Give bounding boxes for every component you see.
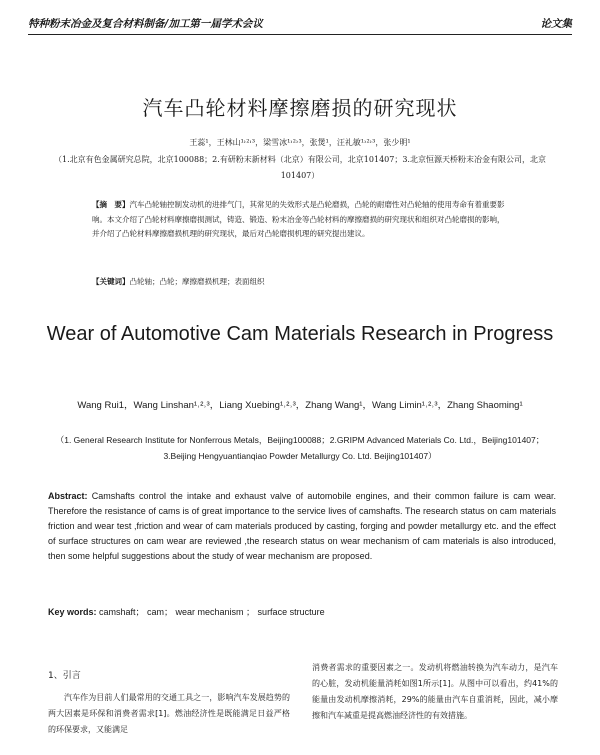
english-keywords-text: camshaft； cam； wear mechanism ； surface structure [96, 607, 325, 617]
running-header [28, 12, 572, 35]
english-abstract [48, 489, 556, 564]
english-authors: Wang Rui1，Wang Linshan¹˒²˒³，Liang Xuebing¹˒²˒³，Zhang Wang¹，Wang Limin¹˒²˒³，Zhang Shaoming¹ [77, 400, 523, 411]
chinese-title: 汽车凸轮材料摩擦磨损的研究现状 [142, 96, 458, 120]
english-affiliation: （1. General Research Institute for Nonferrous Metals，Beijing100088；2.GRIPM Advanced Materials Co. Ltd.，Beijing101407；3.Beijing Hengyuantianqiao Powder Metallurgy Co. Ltd. Beijing101407） [55, 435, 545, 461]
body-paragraph: 消费者需求的重要因素之一。发动机将燃油转换为汽车动力，是汽车的心脏，发动机能量消耗如图1所示[1]。从图中可以看出，约41%的能量由发动机摩擦消耗，29%的能量由汽车自重消耗，因此，减小摩擦和汽车减重是提高燃油经济性的有效措施。 [312, 663, 558, 720]
chinese-keywords-text: 凸轮轴；凸轮；摩擦磨损机理；表面组织 [129, 277, 265, 286]
chinese-abstract-text: 汽车凸轮轴控制发动机的进排气门，其常见的失效形式是凸轮磨损，凸轮的耐磨性对凸轮轴的使用寿命有着重要影响。本文介绍了凸轮材料摩擦磨损测试，铸造、锻造、粉末冶金等凸轮材料的摩擦磨损的研究现状和组织对凸轮磨损的影响，并介绍了凸轮材料摩擦磨损机理的研究现状，最后对凸轮磨损机理的研究提出建议。 [92, 200, 505, 238]
english-title: Wear of Automotive Cam Materials Research in Progress [46, 323, 554, 345]
body-column-right [312, 660, 558, 724]
english-abstract-label: Abstract: [48, 491, 88, 501]
body-paragraph: 汽车作为目前人们最常用的交通工具之一，影响汽车发展趋势的两大因素是环保和消费者需求[1]。燃油经济性是既能满足日益严格的环保要求，又能满足 [48, 693, 290, 734]
chinese-affiliation: （1.北京有色金属研究总院，北京100088；2.有研粉末新材料（北京）有限公司，北京101407；3.北京恒源天桥粉末冶金有限公司，北京101407） [54, 155, 546, 180]
chinese-keywords [92, 276, 505, 287]
chinese-authors: 王蕊¹，王林山¹˒²˒³，梁雪冰¹˒²˒³，张煲¹，汪礼敏¹˒²˒³，张少明¹ [189, 138, 411, 147]
english-keywords [48, 605, 556, 618]
section-name: 论文集 [540, 18, 572, 30]
journal-name: 特种粉末冶金及复合材料制备/加工第一届学术会议 [28, 18, 263, 30]
english-abstract-text: Camshafts control the intake and exhaust valve of automobile engines, and their common failure is cam wear. Therefore the resistance of cams is of great importance to the service lives of camshafts. The research status on cam materials friction and wear test ,friction and wear of cam materials produced by casting, forging and powder metallurgy etc. and the effect of surface structures on cam wear are reviewed ,the research status on wear mechanism of cam materials is also introduced, then some helpful suggestions about the study of wear mechanism are proposed. [48, 491, 556, 561]
chinese-abstract-label: 【摘 要】 [92, 200, 130, 209]
chinese-abstract [92, 198, 505, 242]
english-keywords-label: Key words: [48, 607, 97, 617]
section-heading: 1、引言 [48, 671, 81, 681]
chinese-keywords-label: 【关键词】 [92, 277, 130, 286]
body-column-left [48, 660, 290, 738]
